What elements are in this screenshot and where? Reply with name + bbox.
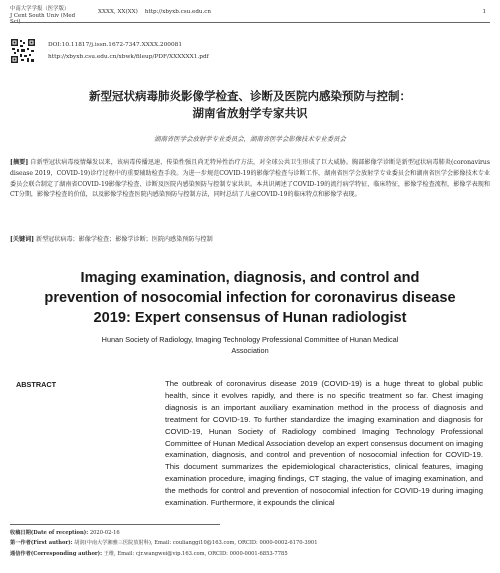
page-number: 1 — [482, 9, 486, 15]
english-title-line-3: 2019: Expert consensus of Hunan radiologist — [93, 310, 407, 327]
footnote-corresponding-value: 王维, Email: cjr.wangwei@vip.163.com, ORCID: 0000-0001-6853-7785 — [103, 550, 288, 557]
english-title-line-2: prevention of nosocomial infection for coronavirus disease — [44, 290, 456, 307]
footnote-corresponding-label: 通信作者(Corresponding author): — [10, 550, 103, 557]
footnote-corresponding-author — [10, 549, 490, 559]
footnote-first-author-value: 胡润(中南大学湘雅三医院放射科), Email: coulianggi10@163.com, ORCID: 0000-0002-6170-3901 — [74, 540, 318, 547]
footnote-received — [10, 528, 490, 538]
chinese-abstract-text: 自新型冠状病毒疫情爆发以来，该病毒传播迅速、传染性强且尚无特异性治疗方法，对全球公共卫生形成了巨大威胁。胸部影像学诊断是新型冠状病毒肺炎(coronavirus disease 2019，COVID-19)诊疗过程中的重要辅助检查手段。为进一步规范COVID-19的影像学检查与诊断工作，湖南省医学会放射学专业委员会和湖南省医学会影像技术专业委员会联合制定了湖南省COVID-19影像学检查、诊断及医院内感染预防与控制专家共识。本共识阐述了COVID-19的流行病学特征，临床特征，影像学检查流程，影像学表现和CT分期，影像学检查的价值，以及影像学检查医院内感染预防与控制方法，同时总结了儿童COVID-19的临床特点和影像学表现。 — [10, 159, 490, 199]
footnote-received-label: 收稿日期(Date of reception): — [10, 530, 89, 536]
journal-volume: XXXX, XX(XX) — [98, 9, 138, 15]
footnote-first-author-label: 第一作者(First author): — [10, 540, 73, 547]
english-title — [20, 268, 480, 329]
chinese-title-line-1: 新型冠状病毒肺炎影像学检查、诊断及医院内感染预防与控制： — [89, 89, 411, 103]
journal-name-en: J Cent South Univ (Med Sci) — [10, 12, 76, 25]
chinese-keywords-text: 新型冠状病毒；影像学检查；影像学诊断；医院内感染预防与控制 — [36, 236, 213, 243]
article-pdf-url[interactable]: http://xbyxb.csu.edu.cn/xbwk/fileup/PDF/XXXXXX1.pdf — [48, 54, 209, 60]
chinese-title-line-2: 湖南省放射学专家共识 — [192, 106, 308, 120]
english-author-line-1: Hunan Society of Radiology, Imaging Technology Professional Committee of Hunan Medical — [101, 335, 399, 344]
chinese-author-line: 湖南省医学会放射学专业委员会，湖南省医学会影像技术专业委员会 — [154, 135, 346, 143]
journal-name-cn: 中南大学学报（医学版） — [10, 6, 70, 12]
journal-issue-info — [98, 9, 211, 15]
footnote-first-author — [10, 538, 490, 548]
chinese-keywords-label: [关键词] — [10, 236, 35, 243]
chinese-abstract — [10, 158, 490, 201]
chinese-abstract-label: [摘要] — [10, 159, 29, 166]
chinese-title — [20, 88, 480, 122]
footnotes — [10, 528, 490, 559]
english-abstract-label: ABSTRACT — [16, 380, 57, 389]
english-title-line-1: Imaging examination, diagnosis, and control and — [80, 270, 420, 286]
english-author-line-2: Association — [231, 346, 269, 355]
english-abstract-text: The outbreak of coronavirus disease 2019 (COVID-19) is a huge threat to global public health, since it evolves rapidly, and there is no specific treatment so far. Chest imaging diagnosis is an important auxiliary examination method in the process of diagnosis and treatment for COVID-19. To further standardize the imaging examination and diagnosis for COVID-19, Hunan Society of Radiology combined Imaging Technology Professional Committee of Hunan Medical Association develop an expert consensus document on imaging examination, diagnosis, and control and prevention of nosocomial infection for COVID-19. This document summarizes the epidemiological characteristics, clinical features, imaging examination procedure, imaging findings, CT staging, the value of imaging examination, and the methods for control and prevention of nosocomial infection for COVID-19 during imaging examination. Furthermore, it expounds the clinical — [165, 379, 483, 508]
header-divider — [10, 22, 490, 23]
journal-site[interactable]: http://xbyxb.csu.edu.cn — [144, 9, 212, 15]
article-doi[interactable]: DOI:10.11817/j.issn.1672-7347.XXXX.200081 — [48, 42, 183, 48]
chinese-keywords — [10, 235, 490, 244]
english-author-line — [60, 334, 440, 356]
qr-code-icon — [10, 38, 36, 64]
footnote-received-value: 2020-02-16 — [89, 530, 120, 536]
footnote-divider — [10, 524, 220, 525]
